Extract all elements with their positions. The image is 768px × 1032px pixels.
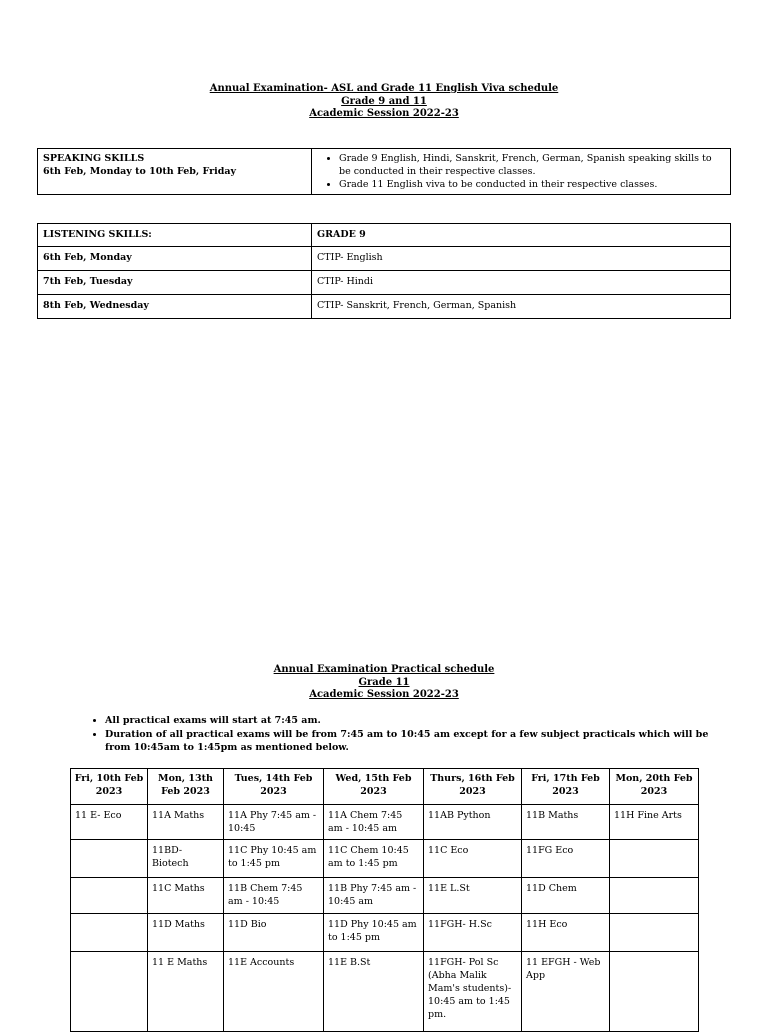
practical-heading-title: Annual Examination Practical schedule [273, 664, 495, 675]
schedule-cell: 11BD- Biotech [148, 840, 224, 878]
listening-row [38, 247, 731, 271]
date-header: Mon, 20th Feb 2023 [610, 769, 699, 805]
practical-heading-session: Academic Session 2022-23 [309, 689, 459, 700]
schedule-cell: 11FGH- Pol Sc (Abha Malik Mam's students)- 10:45 am to 1:45 pm. [424, 952, 522, 1032]
schedule-cell: 11C Maths [148, 878, 224, 914]
schedule-cell: 11D Chem [522, 878, 610, 914]
schedule-cell: 11E Accounts [224, 952, 324, 1032]
practical-row [71, 805, 699, 840]
date-header: Mon, 13th Feb 2023 [148, 769, 224, 805]
practical-row [71, 914, 699, 952]
practical-note: • Duration of all practical exams will be from 7:45 am to 10:45 am except for a few subject practicals which will be from 10:45am to 1:45pm as mentioned below. [105, 728, 725, 755]
schedule-cell: 11A Chem 7:45 am - 10:45 am [324, 805, 424, 840]
listening-header-row [38, 224, 731, 247]
practical-row [71, 952, 699, 1032]
viva-schedule-heading [0, 83, 768, 121]
schedule-cell: 11C Chem 10:45 am to 1:45 pm [324, 840, 424, 878]
listening-subject: CTIP- English [312, 247, 731, 271]
schedule-cell [71, 914, 148, 952]
schedule-cell: 11A Maths [148, 805, 224, 840]
speaking-bullet: • Grade 11 English viva to be conducted in their respective classes. [339, 178, 725, 191]
schedule-cell: 11 E Maths [148, 952, 224, 1032]
schedule-cell: 11H Eco [522, 914, 610, 952]
practical-header-row [71, 769, 699, 805]
date-header: Fri, 10th Feb 2023 [71, 769, 148, 805]
speaking-bullet-list [317, 152, 725, 191]
speaking-bullet: • Grade 9 English, Hindi, Sanskrit, French, German, Spanish speaking skills to be conducted in their respective classes. [339, 152, 725, 178]
date-header: Wed, 15th Feb 2023 [324, 769, 424, 805]
schedule-cell: 11B Maths [522, 805, 610, 840]
practical-heading-grade: Grade 11 [358, 676, 410, 688]
schedule-cell: 11H Fine Arts [610, 805, 699, 840]
schedule-cell: 11C Phy 10:45 am to 1:45 pm [224, 840, 324, 878]
listening-header-label: LISTENING SKILLS: [38, 224, 312, 247]
schedule-cell: 11B Chem 7:45 am - 10:45 [224, 878, 324, 914]
speaking-details-cell [312, 149, 731, 195]
schedule-cell [71, 952, 148, 1032]
listening-date: 8th Feb, Wednesday [38, 295, 312, 319]
schedule-cell [610, 878, 699, 914]
date-header: Fri, 17th Feb 2023 [522, 769, 610, 805]
speaking-row [38, 149, 731, 195]
schedule-cell: 11D Maths [148, 914, 224, 952]
listening-row [38, 295, 731, 319]
schedule-cell: 11 E- Eco [71, 805, 148, 840]
schedule-cell: 11D Phy 10:45 am to 1:45 pm [324, 914, 424, 952]
schedule-cell [610, 952, 699, 1032]
listening-skills-table [37, 223, 731, 319]
listening-header-grade: GRADE 9 [312, 224, 731, 247]
schedule-cell: 11D Bio [224, 914, 324, 952]
viva-heading-grade: Grade 9 and 11 [341, 95, 427, 107]
schedule-cell: 11AB Python [424, 805, 522, 840]
viva-heading-session: Academic Session 2022-23 [309, 108, 459, 119]
practical-row [71, 878, 699, 914]
viva-heading-title: Annual Examination- ASL and Grade 11 English Viva schedule [209, 83, 559, 94]
listening-date: 6th Feb, Monday [38, 247, 312, 271]
schedule-cell [71, 878, 148, 914]
practical-schedule-table [70, 768, 699, 1032]
listening-subject: CTIP- Hindi [312, 271, 731, 295]
schedule-cell: 11A Phy 7:45 am - 10:45 [224, 805, 324, 840]
listening-subject: CTIP- Sanskrit, French, German, Spanish [312, 295, 731, 319]
listening-row [38, 271, 731, 295]
speaking-dates: 6th Feb, Monday to 10th Feb, Friday [43, 166, 237, 177]
practical-row [71, 840, 699, 878]
date-header: Tues, 14th Feb 2023 [224, 769, 324, 805]
schedule-cell: 11E B.St [324, 952, 424, 1032]
practical-notes-list [87, 714, 725, 755]
schedule-cell: 11E L.St [424, 878, 522, 914]
practical-schedule-heading [0, 664, 768, 702]
listening-date: 7th Feb, Tuesday [38, 271, 312, 295]
speaking-skills-table [37, 148, 731, 195]
schedule-cell [610, 914, 699, 952]
practical-note: • All practical exams will start at 7:45 am. [105, 714, 725, 728]
schedule-cell: 11 EFGH - Web App [522, 952, 610, 1032]
schedule-cell: 11B Phy 7:45 am - 10:45 am [324, 878, 424, 914]
schedule-cell [71, 840, 148, 878]
schedule-cell: 11C Eco [424, 840, 522, 878]
schedule-cell: 11FG Eco [522, 840, 610, 878]
speaking-title: SPEAKING SKILLS [43, 153, 145, 164]
speaking-label-cell [38, 149, 312, 195]
date-header: Thurs, 16th Feb 2023 [424, 769, 522, 805]
schedule-cell [610, 840, 699, 878]
schedule-cell: 11FGH- H.Sc [424, 914, 522, 952]
